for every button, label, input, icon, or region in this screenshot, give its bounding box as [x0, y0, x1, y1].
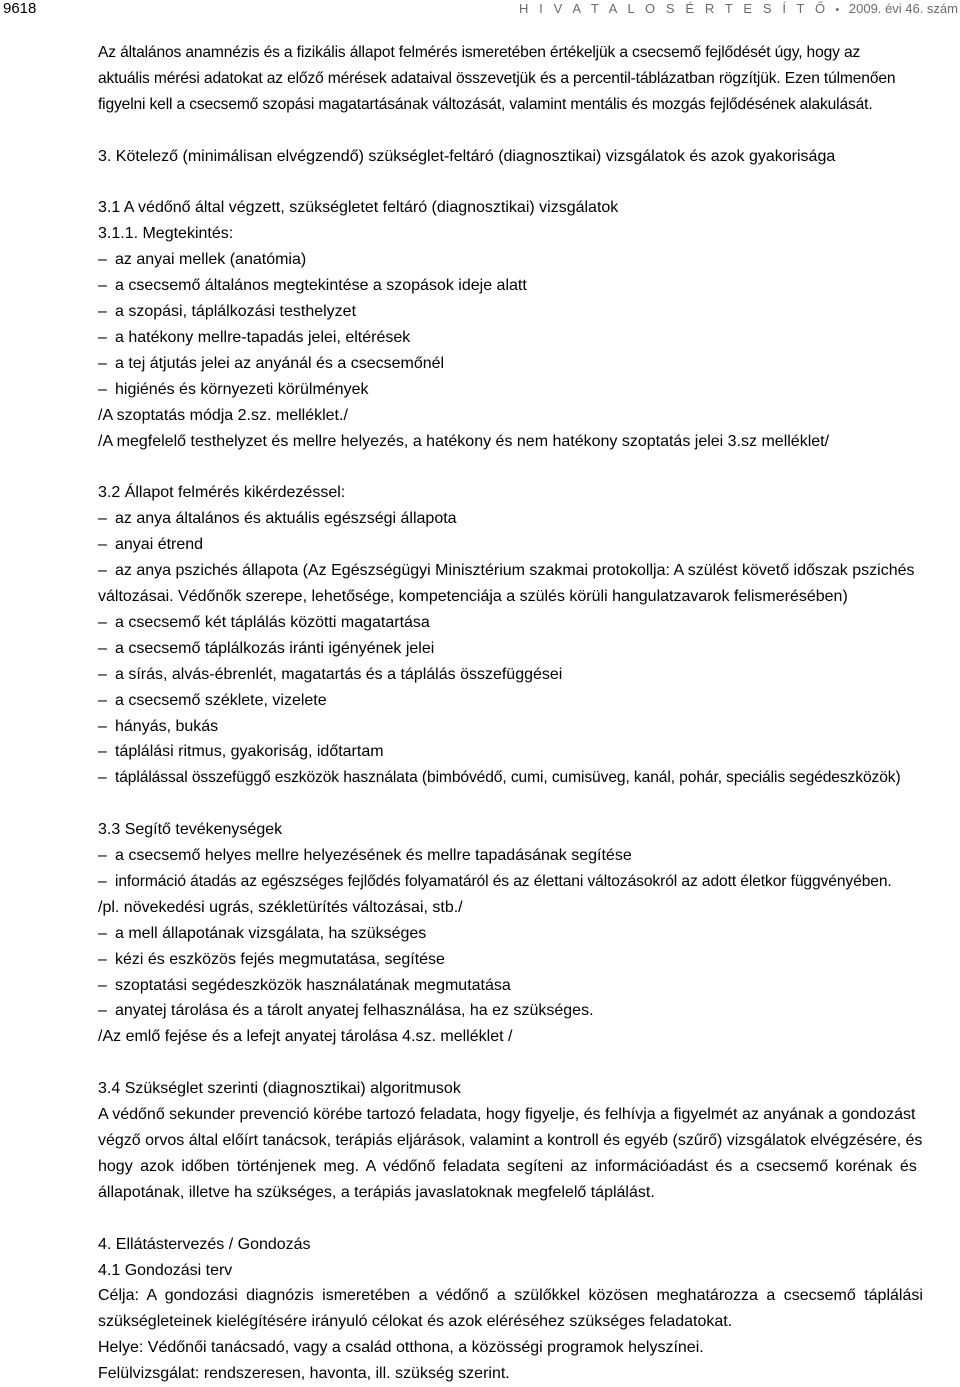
dash-bullet: – — [98, 510, 107, 528]
list-item: – táplálási ritmus, gyakoriság, időtartam — [98, 739, 960, 765]
list-item: – az anya általános és aktuális egészségi állapota — [98, 506, 960, 532]
dash-bullet: – — [98, 303, 107, 321]
page-number: 9618 — [3, 0, 37, 17]
section-3-2-heading: 3.2 Állapot felmérés kikérdezéssel: — [98, 484, 346, 502]
list-item: – a tej átjutás jelei az anyánál és a csecsemőnél — [98, 351, 960, 377]
dash-bullet: – — [98, 976, 107, 994]
dash-bullet: – — [98, 328, 107, 346]
dash-bullet: – — [98, 613, 107, 631]
list-item: – információ átadás az egészséges fejlődés folyamatáról és az élettani változásokról az adott életkor függvényében. — [98, 869, 960, 895]
annex-note: /A szoptatás módja 2.sz. melléklet./ — [98, 406, 348, 424]
section-4-heading: 4. Ellátástervezés / Gondozás — [98, 1235, 311, 1253]
list-item: – anyatej tárolása és a tárolt anyatej felhasználása, ha ez szükséges. — [98, 998, 960, 1024]
support-list — [98, 843, 960, 1024]
list-item: – hányás, bukás — [98, 714, 960, 740]
running-head — [519, 0, 958, 19]
list-item: – a csecsemő helyes mellre helyezésének és mellre tapadásának segítése — [98, 843, 960, 869]
section-3-1-heading: 3.1 A védőnő által végzett, szükségletet feltáró (diagnosztikai) vizsgálatok — [98, 199, 619, 217]
dash-bullet: – — [98, 769, 107, 787]
list-item: – higiénés és környezeti körülmények — [98, 377, 960, 403]
annex-note: /A megfelelő testhelyzet és mellre helyezés, a hatékony és nem hatékony szoptatás jelei 3.sz melléklet/ — [98, 432, 830, 450]
list-item: – a csecsemő általános megtekintése a szopások ideje alatt — [98, 273, 960, 299]
paragraph-line: Célja: A gondozási diagnózis ismeretében a védőnő a szülőkkel közösen meghatározza a csecsemő táplálási — [98, 1287, 923, 1305]
issue-label: 2009. évi 46. szám — [848, 1, 958, 16]
paragraph-line: állapotának, illetve ha szükséges, a terápiás javaslatoknak megfelelő táplálást. — [98, 1183, 655, 1201]
list-item: – az anya pszichés állapota (Az Egészségügyi Minisztérium szakmai protokollja: A szülést követő időszak pszichés — [98, 558, 960, 584]
list-item: – anyai étrend — [98, 532, 960, 558]
dash-bullet: – — [98, 639, 107, 657]
section-3-4-heading: 3.4 Szükséglet szerinti (diagnosztikai) algoritmusok — [98, 1080, 461, 1098]
paragraph-line: hogy azok időben történjenek meg. A védőnő feladata segíteni az információadást és a csecsemő korénak és — [98, 1157, 917, 1175]
list-item: – az anyai mellek (anatómia) — [98, 247, 960, 273]
annex-note: /Az emlő fejése és a lefejt anyatej tárolása 4.sz. melléklet / — [98, 1028, 513, 1046]
section-4-1-heading: 4.1 Gondozási terv — [98, 1261, 233, 1279]
page-header — [0, 0, 960, 26]
dash-bullet: – — [98, 251, 107, 269]
dash-bullet: – — [98, 1002, 107, 1020]
dash-bullet: – — [98, 380, 107, 398]
place-line: Helye: Védőnői tanácsadó, vagy a család otthona, a közösségi programok helyszínei. — [98, 1339, 704, 1357]
section-3-3-heading: 3.3 Segítő tevékenységek — [98, 821, 283, 839]
dash-bullet: – — [98, 665, 107, 683]
dash-bullet: – — [98, 562, 107, 580]
list-item: – táplálással összefüggő eszközök használata (bimbóvédő, cumi, cumisüveg, kanál, pohár, speciális segédeszközök) — [98, 765, 960, 791]
inspection-list — [98, 247, 960, 402]
interview-list — [98, 506, 960, 791]
publication-title: H I V A T A L O S É R T E S Í T Ő — [518, 1, 829, 16]
review-line: Felülvizsgálat: rendszeresen, havonta, ill. szükség szerint. — [98, 1365, 510, 1383]
dash-bullet: – — [98, 277, 107, 295]
dash-bullet: – — [98, 354, 107, 372]
section-3-heading: 3. Kötelező (minimálisan elvégzendő) szükséglet-feltáró (diagnosztikai) vizsgálatok és azok gyakorisága — [98, 147, 836, 165]
intro-line: aktuális mérési adatokat az előző mérések adataival összevetjük és a percentil-táblázatban rögzítjük. Ezen túlmenően — [98, 69, 896, 87]
dash-bullet: – — [98, 536, 107, 554]
dash-bullet: – — [98, 691, 107, 709]
dash-bullet: – — [98, 717, 107, 735]
paragraph-line: szükségleteinek kielégítésére irányuló célokat és azok eléréséhez szükséges feladatokat. — [98, 1313, 733, 1331]
list-item-continuation: /pl. növekedési ugrás, székletürítés változásai, stb./ — [98, 898, 463, 916]
list-item: – a csecsemő két táplálás közötti magatartása — [98, 610, 960, 636]
list-item: – szoptatási segédeszközök használatának megmutatása — [98, 973, 960, 999]
dash-bullet: – — [98, 743, 107, 761]
algorithm-paragraph — [98, 1102, 960, 1206]
dash-bullet: – — [98, 847, 107, 865]
dash-bullet: – — [98, 950, 107, 968]
list-item: – a hatékony mellre-tapadás jelei, eltérések — [98, 325, 960, 351]
intro-line: figyelni kell a csecsemő szopási magatartásának változását, valamint mentális és mozgás fejlődésének alakulását. — [98, 95, 873, 113]
dash-bullet: – — [98, 872, 107, 890]
section-3-1-1-heading: 3.1.1. Megtekintés: — [98, 225, 234, 243]
paragraph-line: végző orvos által előírt tanácsok, terápiás eljárások, valamint a kontroll és egyéb (szűrő) vizsgálatok elvégzésére, és — [98, 1131, 923, 1149]
paragraph-line: A védőnő sekunder prevenció körébe tartozó feladata, hogy figyelje, és felhívja a figyelmét az anyának a gondozást — [98, 1106, 916, 1124]
dash-bullet: – — [98, 924, 107, 942]
list-item: – kézi és eszközös fejés megmutatása, segítése — [98, 947, 960, 973]
intro-line: Az általános anamnézis és a fizikális állapot felmérés ismeretében értékeljük a csecsemő fejlődését úgy, hogy az — [98, 44, 861, 61]
separator-dot: • — [835, 4, 840, 16]
list-item: – a mell állapotának vizsgálata, ha szükséges — [98, 921, 960, 947]
list-item: – a sírás, alvás-ébrenlét, magatartás és a táplálás összefüggései — [98, 662, 960, 688]
list-item: – a szopási, táplálkozási testhelyzet — [98, 299, 960, 325]
list-item: – a csecsemő széklete, vizelete — [98, 688, 960, 714]
list-item: – a csecsemő táplálkozás iránti igényének jelei — [98, 636, 960, 662]
intro-paragraph — [98, 40, 960, 118]
document-body — [98, 40, 960, 1387]
list-item-continuation: változásai. Védőnők szerepe, lehetősége, kompetenciája a szülés körüli hangulatzavarok felismerésében) — [98, 587, 848, 605]
